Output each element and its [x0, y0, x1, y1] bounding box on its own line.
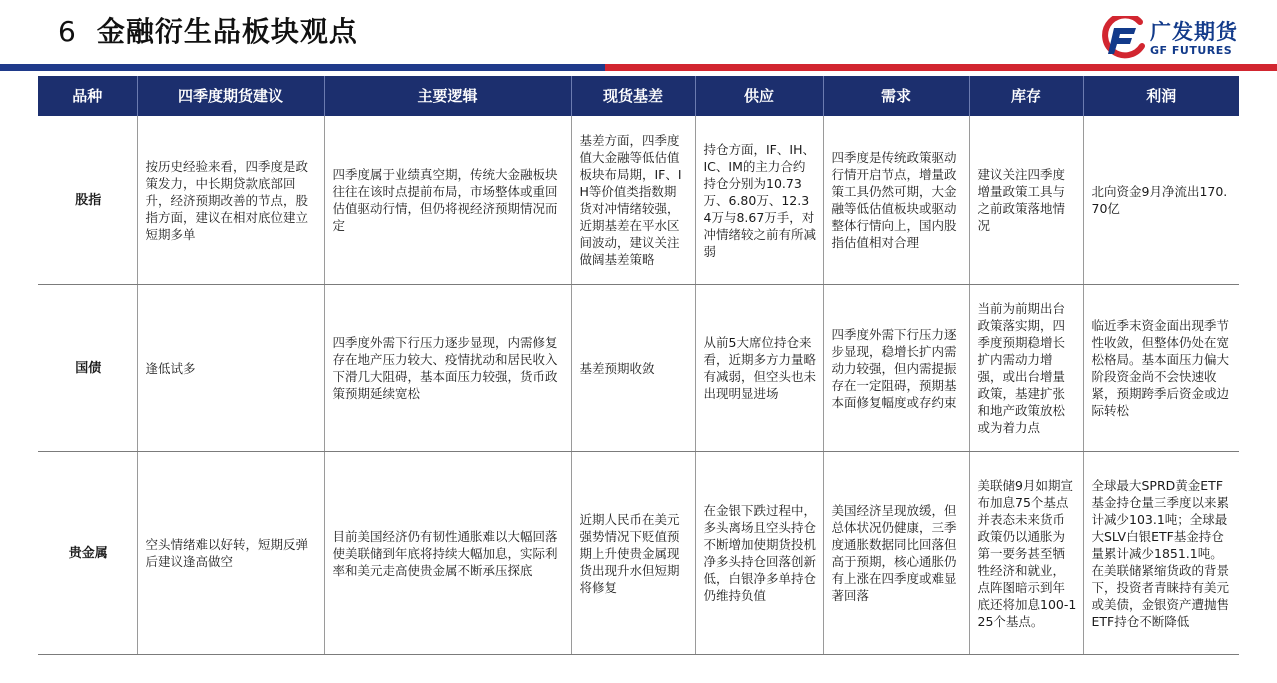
header-rule-blue — [0, 64, 605, 71]
cell-basis: 基差方面，四季度值大金融等低估值板块布局期，IF、IH等价值类指数期货对冲情绪较强，近期基差在平水区间波动，建议关注做阔基差策略 — [571, 116, 695, 285]
table-row-precious-metals — [38, 452, 1239, 655]
section-number: 6 — [58, 15, 77, 48]
table-header-row — [38, 76, 1239, 116]
outlook-table — [38, 76, 1239, 655]
cell-suggestion: 空头情绪难以好转，短期反弹后建议逢高做空 — [137, 452, 324, 655]
header-inventory: 库存 — [969, 76, 1083, 116]
gf-futures-logo — [1100, 14, 1260, 64]
cell-suggestion: 按历史经验来看，四季度是政策发力，中长期贷款底部回升，经济预期改善的节点，股指方面，建议在相对底位建立短期多单 — [137, 116, 324, 285]
cell-profit: 全球最大SPRD黄金ETF基金持仓量三季度以来累计减少103.1吨；全球最大SLV白银ETF基金持仓量累计减少1851.1吨。在美联储紧缩货政的背景下，投资者青睐持有美元或美债，金银资产遭抛售ETF持仓不断降低 — [1083, 452, 1239, 655]
cell-demand: 美国经济呈现放缓，但总体状况仍健康，三季度通胀数据同比回落但高于预期，核心通胀仍有上涨在四季度或难显著回落 — [823, 452, 969, 655]
cell-variety: 国债 — [38, 285, 137, 452]
section-title: 金融衍生品板块观点 — [96, 15, 358, 48]
cell-logic: 四季度外需下行压力逐步显现，内需修复存在地产压力较大、疫情扰动和居民收入下滑几大阻碍，基本面压力较强，货币政策预期延续宽松 — [324, 285, 571, 452]
cell-supply: 从前5大席位持仓来看，近期多方力量略有减弱，但空头也未出现明显进场 — [695, 285, 823, 452]
cell-inventory: 美联储9月如期宣布加息75个基点并表态未来货币政策仍以通胀为第一要务甚至牺牲经济和就业，点阵图暗示到年底还将加息100-125个基点。 — [969, 452, 1083, 655]
header-logic: 主要逻辑 — [324, 76, 571, 116]
header-suggestion: 四季度期货建议 — [137, 76, 324, 116]
cell-inventory: 当前为前期出台政策落实期，四季度预期稳增长扩内需动力增强，或出台增量政策，基建扩张和地产政策放松或为着力点 — [969, 285, 1083, 452]
cell-demand: 四季度是传统政策驱动行情开启节点，增量政策工具仍然可期，大金融等低估值板块或驱动整体行情向上，国内股指估值相对合理 — [823, 116, 969, 285]
header-profit: 利润 — [1083, 76, 1239, 116]
cell-basis: 近期人民币在美元强势情况下贬值预期上升使贵金属现货出现升水但短期将修复 — [571, 452, 695, 655]
cell-supply: 在金银下跌过程中，多头离场且空头持仓不断增加使期货投机净多头持仓回落创新低，白银净多单持仓仍维持负值 — [695, 452, 823, 655]
cell-inventory: 建议关注四季度增量政策工具与之前政策落地情况 — [969, 116, 1083, 285]
cell-logic: 目前美国经济仍有韧性通胀难以大幅回落使美联储到年底将持续大幅加息，实际利率和美元走高使贵金属不断承压探底 — [324, 452, 571, 655]
table-row-stock-index — [38, 116, 1239, 285]
header-basis: 现货基差 — [571, 76, 695, 116]
cell-supply: 持仓方面，IF、IH、IC、IM的主力合约持仓分别为10.73万、6.80万、12.34万与8.67万手，对冲情绪较之前有所减弱 — [695, 116, 823, 285]
table-row-treasury-bond — [38, 285, 1239, 452]
header-rule-red — [605, 64, 1277, 71]
logo-name-cn: 广发期货 — [1150, 20, 1238, 44]
header-supply: 供应 — [695, 76, 823, 116]
header-demand: 需求 — [823, 76, 969, 116]
cell-suggestion: 逢低试多 — [137, 285, 324, 452]
logo-name-en: GF FUTURES — [1150, 44, 1233, 57]
header-variety: 品种 — [38, 76, 137, 116]
gf-logo-icon — [1100, 16, 1146, 60]
cell-profit: 临近季末资金面出现季节性收敛，但整体仍处在宽松格局。基本面压力偏大阶段资金尚不会快速收紧，预期跨季后资金或边际转松 — [1083, 285, 1239, 452]
cell-basis: 基差预期收敛 — [571, 285, 695, 452]
cell-variety: 股指 — [38, 116, 137, 285]
cell-demand: 四季度外需下行压力逐步显现，稳增长扩内需动力较强，但内需提振存在一定阻碍，预期基本面修复幅度或存约束 — [823, 285, 969, 452]
cell-profit: 北向资金9月净流出170.70亿 — [1083, 116, 1239, 285]
page-title — [58, 10, 358, 50]
cell-logic: 四季度属于业绩真空期，传统大金融板块往往在该时点提前布局，市场整体或重回估值驱动行情，但仍将视经济预期情况而定 — [324, 116, 571, 285]
cell-variety: 贵金属 — [38, 452, 137, 655]
